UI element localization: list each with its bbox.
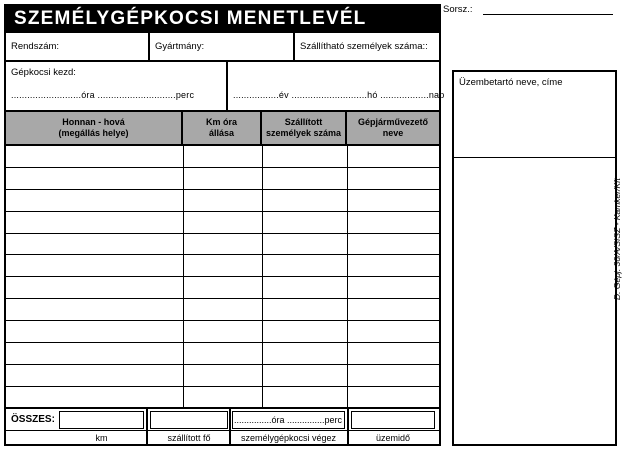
column-header-km-ora	[183, 112, 262, 144]
column-header-line2: (megállás helye)	[58, 128, 129, 138]
table-row[interactable]	[6, 277, 439, 299]
szallithato-szemelyek-field[interactable]	[295, 33, 439, 60]
table-column-divider	[183, 146, 184, 409]
serial-number-label: Sorsz.:	[443, 4, 473, 15]
vehicle-info-row	[6, 33, 439, 62]
column-header-honnan-hova	[6, 112, 183, 144]
footer-label-km: km	[95, 433, 108, 443]
szallithato-label: Szállítható személyek száma::	[300, 41, 428, 52]
title-bar	[6, 6, 439, 33]
column-header-line1: Km óra	[205, 117, 237, 127]
footer-label-operating-time: üzemidő	[375, 433, 411, 443]
column-header-szallitott-szemelyek	[262, 112, 347, 144]
serial-number-input[interactable]	[483, 14, 613, 15]
column-header-line2: személyek száma	[265, 128, 342, 138]
trip-start-row	[6, 62, 445, 112]
table-row[interactable]	[6, 343, 439, 365]
column-header-gepjarmuvezeto	[347, 112, 439, 144]
totals-label: ÖSSZES:	[11, 414, 55, 425]
table-row[interactable]	[6, 299, 439, 321]
owner-info-box[interactable]	[452, 70, 617, 446]
footer-label-trip-end: személygépkocsi végez	[240, 433, 337, 443]
column-header-line1: Szállított	[284, 117, 323, 127]
table-row[interactable]	[6, 212, 439, 234]
footer-label-passengers: szállított fő	[167, 433, 211, 443]
printer-credit-text: D. Gépj. 36/A/SISZ - Kamker/Kft	[612, 178, 622, 300]
footer-labels-row	[6, 431, 439, 446]
owner-info-label: Üzembetartó neve, címe	[459, 77, 563, 88]
column-header-line1: Gépjárművezető	[357, 117, 429, 127]
start-time-dotted-line: ..........................óra .............................perc	[11, 90, 195, 100]
table-row[interactable]	[6, 255, 439, 277]
column-header-line1: Honnan - hová	[62, 117, 125, 127]
total-passengers-input[interactable]	[150, 411, 228, 429]
start-date-dotted-line: .................év ............................hó ..................nap	[233, 90, 445, 100]
owner-box-divider	[454, 157, 615, 158]
table-row[interactable]	[6, 168, 439, 190]
table-row[interactable]	[6, 387, 439, 409]
totals-row	[6, 409, 439, 431]
column-header-line2: neve	[382, 128, 404, 138]
table-body	[6, 146, 439, 409]
footer-divider	[146, 409, 148, 446]
table-column-divider	[262, 146, 263, 409]
total-operating-time-input[interactable]	[351, 411, 435, 429]
start-date-cell[interactable]	[228, 62, 445, 110]
footer-divider	[347, 409, 349, 446]
rendszam-label: Rendszám:	[11, 41, 60, 52]
total-km-input[interactable]	[59, 411, 144, 429]
table-column-divider	[347, 146, 348, 409]
table-row[interactable]	[6, 365, 439, 387]
gyartmany-label: Gyártmány:	[155, 41, 205, 52]
gyartmany-field[interactable]	[150, 33, 295, 60]
footer-divider	[229, 409, 231, 446]
main-form-panel	[4, 4, 445, 446]
table-row[interactable]	[6, 190, 439, 212]
page-title: SZEMÉLYGÉPKOCSI MENETLEVÉL	[14, 8, 367, 29]
table-row[interactable]	[6, 146, 439, 168]
gepkocsi-kezd-label: Gépkocsi kezd:	[11, 67, 76, 78]
column-header-line2: állása	[208, 128, 235, 138]
table-row[interactable]	[6, 234, 439, 256]
table-row[interactable]	[6, 321, 439, 343]
trip-end-dotted-line: ...............óra ...............perc	[234, 415, 343, 425]
rendszam-field[interactable]	[6, 33, 150, 60]
start-time-cell[interactable]	[6, 62, 228, 110]
table-header-row	[6, 112, 439, 146]
